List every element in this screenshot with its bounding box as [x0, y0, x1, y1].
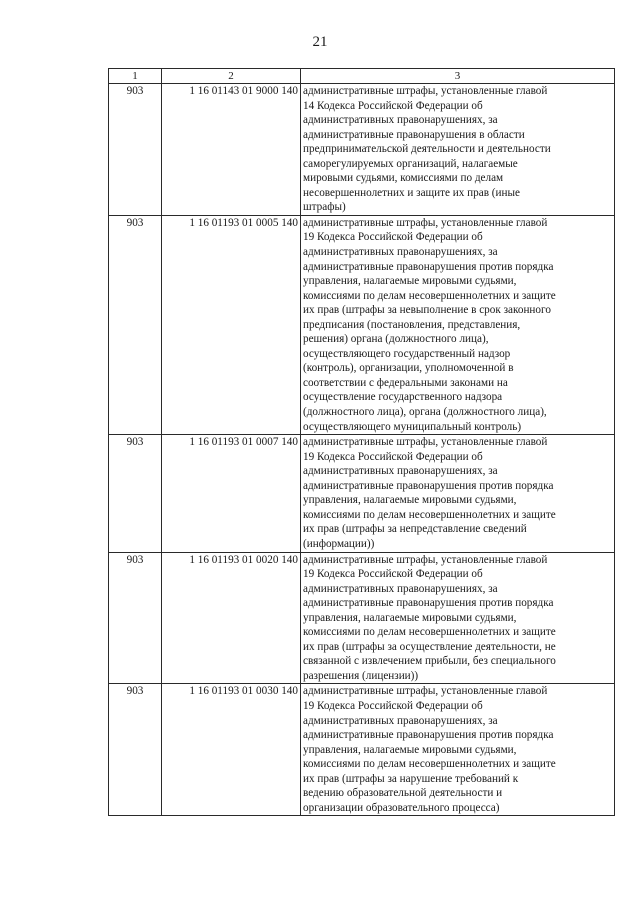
description-line: (должностного лица), органа (должностного лица), — [303, 406, 547, 419]
description-line: административных правонарушениях, за — [303, 714, 498, 727]
description-line: управления, налагаемые мировыми судьями, — [303, 743, 517, 756]
description-cell — [301, 84, 615, 216]
description-line: соответствии с федеральными законами на — [303, 376, 508, 389]
description-line: административные правонарушения против порядка — [303, 729, 554, 742]
description-line: осуществление государственного надзора — [303, 391, 503, 404]
description-cell — [301, 552, 615, 684]
description-line: предписания (постановления, представления, — [303, 318, 521, 331]
description-cell — [301, 684, 615, 816]
description-line: административные правонарушения против порядка — [303, 260, 554, 273]
description-cell — [301, 215, 615, 434]
budget-code-cell: 1 16 01193 01 0030 140 — [162, 684, 301, 816]
description-line: управления, налагаемые мировыми судьями, — [303, 275, 517, 288]
description-line: административные штрафы, установленные главой — [303, 85, 548, 97]
description-line: комиссиями по делам несовершеннолетних и защите — [303, 758, 556, 771]
description-line: комиссиями по делам несовершеннолетних и защите — [303, 626, 556, 639]
description-line: (контроль), организации, уполномоченной в — [303, 362, 514, 375]
table-row — [109, 684, 615, 816]
admin-code-cell: 903 — [109, 435, 162, 552]
admin-code-cell: 903 — [109, 684, 162, 816]
description-line: штрафы) — [303, 201, 346, 214]
table-row — [109, 552, 615, 684]
description-line: их прав (штрафы за осуществление деятельности, не — [303, 640, 556, 653]
description-line: саморегулируемых организаций, налагаемые — [303, 157, 518, 170]
description-line: административные штрафы, установленные главой — [303, 553, 548, 566]
description-line: комиссиями по делам несовершеннолетних и защите — [303, 289, 556, 302]
budget-code-cell: 1 16 01193 01 0005 140 — [162, 215, 301, 434]
description-line: административных правонарушениях, за — [303, 465, 498, 478]
admin-code-cell: 903 — [109, 552, 162, 684]
description-line: управления, налагаемые мировыми судьями, — [303, 611, 517, 624]
table-header-row — [109, 69, 615, 84]
description-line: связанной с извлечением прибыли, без специального — [303, 655, 556, 668]
description-line: административные правонарушения против порядка — [303, 597, 554, 610]
description-line: административные штрафы, установленные главой — [303, 436, 548, 449]
table-row — [109, 84, 615, 216]
budget-classification-table — [108, 68, 615, 816]
description-line: (информации)) — [303, 537, 375, 550]
description-cell — [301, 435, 615, 552]
description-line: осуществляющего муниципальный контроль) — [303, 420, 522, 433]
budget-code-cell: 1 16 01193 01 0007 140 — [162, 435, 301, 552]
description-line: административных правонарушениях, за — [303, 114, 498, 127]
description-line: управления, налагаемые мировыми судьями, — [303, 494, 517, 507]
description-line: несовершеннолетних и защите их прав (иные — [303, 186, 520, 199]
table-row — [109, 435, 615, 552]
description-line: административные штрафы, установленные главой — [303, 216, 548, 229]
description-line: их прав (штрафы за нарушение требований к — [303, 772, 519, 785]
description-line: административные правонарушения в области — [303, 128, 525, 141]
column-header-3: 3 — [301, 69, 615, 84]
column-header-1: 1 — [109, 69, 162, 84]
description-line: 19 Кодекса Российской Федерации об — [303, 568, 483, 581]
description-line: административные штрафы, установленные главой — [303, 685, 548, 698]
table-row — [109, 215, 615, 434]
description-line: разрешения (лицензии)) — [303, 669, 419, 682]
description-line: комиссиями по делам несовершеннолетних и защите — [303, 508, 556, 521]
admin-code-cell: 903 — [109, 215, 162, 434]
description-line: предпринимательской деятельности и деятельности — [303, 143, 551, 156]
description-line: 19 Кодекса Российской Федерации об — [303, 231, 483, 244]
description-line: ведению образовательной деятельности и — [303, 787, 503, 800]
description-line: 19 Кодекса Российской Федерации об — [303, 699, 483, 712]
description-line: их прав (штрафы за непредставление сведений — [303, 523, 527, 536]
description-line: организации образовательного процесса) — [303, 801, 500, 814]
description-line: административных правонарушениях, за — [303, 582, 498, 595]
description-line: административные правонарушения против порядка — [303, 479, 554, 492]
column-header-2: 2 — [162, 69, 301, 84]
page-number: 21 — [312, 34, 328, 50]
admin-code-cell: 903 — [109, 84, 162, 216]
description-line: осуществляющего государственный надзор — [303, 347, 511, 360]
description-line: мировыми судьями, комиссиями по делам — [303, 172, 504, 185]
description-line: решения) органа (должностного лица), — [303, 333, 489, 346]
budget-code-cell: 1 16 01193 01 0020 140 — [162, 552, 301, 684]
description-line: 14 Кодекса Российской Федерации об — [303, 99, 483, 112]
description-line: 19 Кодекса Российской Федерации об — [303, 450, 483, 463]
budget-code-cell: 1 16 01143 01 9000 140 — [162, 84, 301, 216]
description-line: их прав (штрафы за невыполнение в срок законного — [303, 304, 551, 317]
description-line: административных правонарушениях, за — [303, 246, 498, 259]
